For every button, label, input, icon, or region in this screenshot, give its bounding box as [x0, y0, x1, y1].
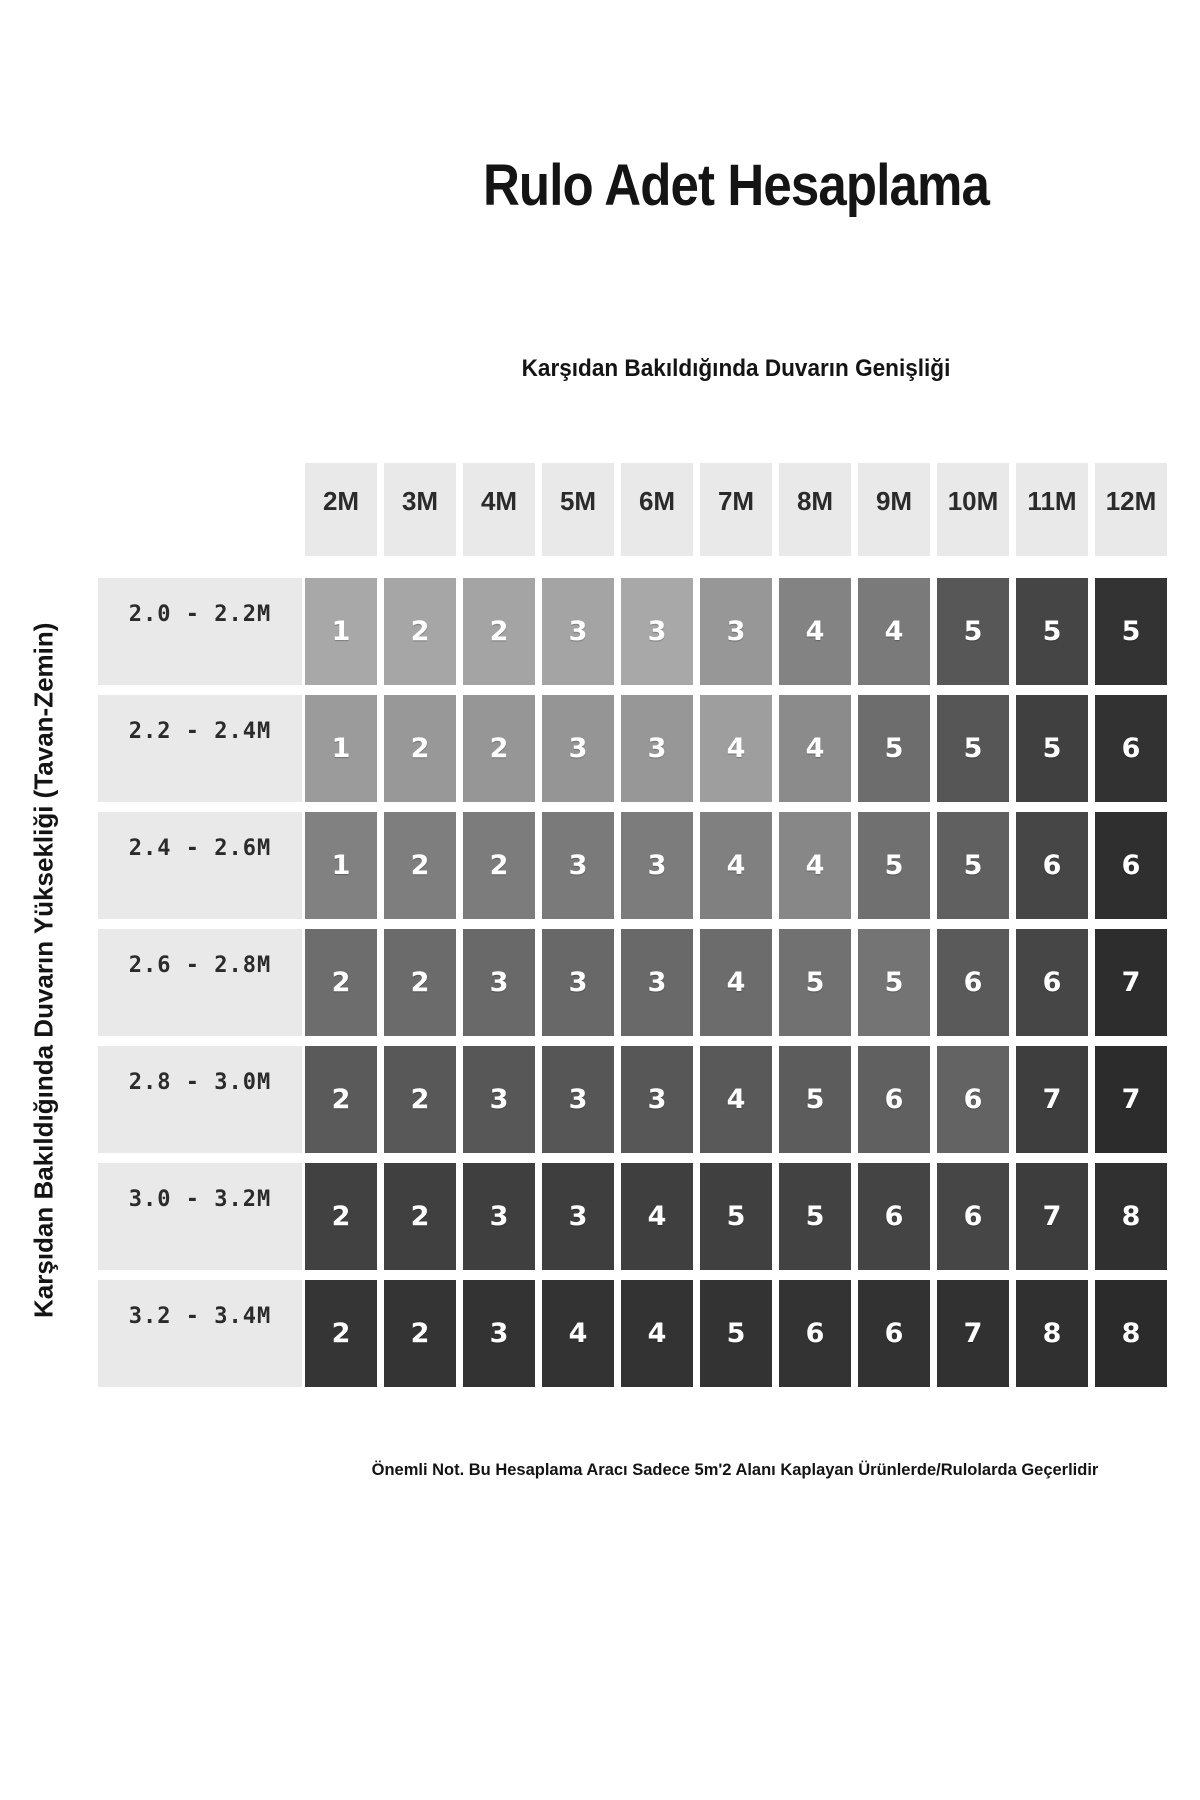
row-label: 2.8 - 3.0M: [98, 1046, 302, 1153]
table-cell: 2: [463, 578, 535, 685]
table-cell: 2: [384, 929, 456, 1036]
table-cell: 3: [542, 929, 614, 1036]
table-cell: 2: [305, 1163, 377, 1270]
table-row: [305, 929, 1167, 1036]
table-cell: 6: [937, 929, 1009, 1036]
row-label: 2.0 - 2.2M: [98, 578, 302, 685]
column-header-row: [305, 463, 1167, 556]
table-cell: 6: [858, 1046, 930, 1153]
table-cell: 4: [700, 812, 772, 919]
table-cell: 6: [858, 1280, 930, 1387]
table-row: [305, 1163, 1167, 1270]
table-row: [305, 578, 1167, 685]
table-cell: 4: [700, 1046, 772, 1153]
column-header-9m: 9M: [858, 463, 930, 556]
column-header-2m: 2M: [305, 463, 377, 556]
table-cell: 5: [937, 695, 1009, 802]
footer-note: Önemli Not. Bu Hesaplama Aracı Sadece 5m'2 Alanı Kaplayan Ürünlerde/Rulolarda Geçerlidir: [371, 1460, 1099, 1479]
table-cell: 4: [858, 578, 930, 685]
table-cell: 8: [1095, 1163, 1167, 1270]
table-cell: 6: [1095, 695, 1167, 802]
table-cell: 3: [621, 578, 693, 685]
table-cell: 4: [779, 695, 851, 802]
table-cell: 4: [700, 695, 772, 802]
table-cell: 7: [1095, 1046, 1167, 1153]
table-cell: 2: [463, 812, 535, 919]
table-cell: 3: [463, 1163, 535, 1270]
x-axis-title: Karşıdan Bakıldığında Duvarın Genişliği: [521, 355, 951, 382]
table-cell: 3: [542, 578, 614, 685]
table-cell: 3: [542, 695, 614, 802]
table-cell: 6: [1095, 812, 1167, 919]
table-cell: 3: [542, 1163, 614, 1270]
table-cell: 7: [1016, 1163, 1088, 1270]
table-cell: 2: [384, 695, 456, 802]
table-cell: 5: [858, 695, 930, 802]
table-cell: 3: [542, 812, 614, 919]
table-cell: 4: [779, 812, 851, 919]
table-cell: 2: [305, 1046, 377, 1153]
table-cell: 6: [1016, 812, 1088, 919]
table-cell: 5: [937, 578, 1009, 685]
table-cell: 6: [1016, 929, 1088, 1036]
table-row: [305, 695, 1167, 802]
table-cell: 6: [858, 1163, 930, 1270]
table-cell: 1: [305, 695, 377, 802]
table-cell: 8: [1095, 1280, 1167, 1387]
table-cell: 2: [463, 695, 535, 802]
table-cell: 5: [858, 929, 930, 1036]
table-cell: 4: [779, 578, 851, 685]
table-cell: 5: [779, 1046, 851, 1153]
table-cell: 7: [1095, 929, 1167, 1036]
table-cell: 4: [700, 929, 772, 1036]
table-cell: 7: [937, 1280, 1009, 1387]
table-cell: 5: [1095, 578, 1167, 685]
table-cell: 5: [858, 812, 930, 919]
table-cell: 5: [700, 1280, 772, 1387]
column-header-3m: 3M: [384, 463, 456, 556]
y-axis-title: Karşıdan Bakıldığında Duvarın Yüksekliği (Tavan-Zemin): [28, 622, 59, 1318]
row-label: 2.4 - 2.6M: [98, 812, 302, 919]
table-cell: 2: [305, 929, 377, 1036]
table-cell: 1: [305, 812, 377, 919]
row-label: 3.2 - 3.4M: [98, 1280, 302, 1387]
table-cell: 3: [463, 929, 535, 1036]
column-header-4m: 4M: [463, 463, 535, 556]
column-header-10m: 10M: [937, 463, 1009, 556]
column-header-12m: 12M: [1095, 463, 1167, 556]
table-cell: 5: [1016, 695, 1088, 802]
table-cell: 5: [937, 812, 1009, 919]
table-cell: 6: [779, 1280, 851, 1387]
column-header-6m: 6M: [621, 463, 693, 556]
table-cell: 2: [305, 1280, 377, 1387]
table-cell: 2: [384, 812, 456, 919]
table-cell: 4: [621, 1163, 693, 1270]
column-header-5m: 5M: [542, 463, 614, 556]
column-header-11m: 11M: [1016, 463, 1088, 556]
table-cell: 7: [1016, 1046, 1088, 1153]
table-row: [305, 812, 1167, 919]
table-cell: 6: [937, 1046, 1009, 1153]
table-cell: 5: [779, 1163, 851, 1270]
column-header-7m: 7M: [700, 463, 772, 556]
table-row: [305, 1046, 1167, 1153]
table-cell: 3: [621, 695, 693, 802]
row-label: 2.2 - 2.4M: [98, 695, 302, 802]
table-cell: 2: [384, 578, 456, 685]
table-cell: 3: [621, 1046, 693, 1153]
table-cell: 6: [937, 1163, 1009, 1270]
table-cell: 5: [700, 1163, 772, 1270]
table-cell: 8: [1016, 1280, 1088, 1387]
page-title: Rulo Adet Hesaplama: [482, 153, 990, 218]
table-cell: 5: [779, 929, 851, 1036]
table-cell: 3: [700, 578, 772, 685]
table-cell: 4: [542, 1280, 614, 1387]
table-cell: 3: [621, 812, 693, 919]
table-cell: 3: [621, 929, 693, 1036]
table-cell: 3: [463, 1046, 535, 1153]
table-cell: 5: [1016, 578, 1088, 685]
table-cell: 1: [305, 578, 377, 685]
table-cell: 3: [542, 1046, 614, 1153]
table-cell: 2: [384, 1046, 456, 1153]
column-header-8m: 8M: [779, 463, 851, 556]
row-label: 2.6 - 2.8M: [98, 929, 302, 1036]
table-cell: 4: [621, 1280, 693, 1387]
table-cell: 2: [384, 1280, 456, 1387]
table-row: [305, 1280, 1167, 1387]
table-cell: 2: [384, 1163, 456, 1270]
table-cell: 3: [463, 1280, 535, 1387]
row-label: 3.0 - 3.2M: [98, 1163, 302, 1270]
